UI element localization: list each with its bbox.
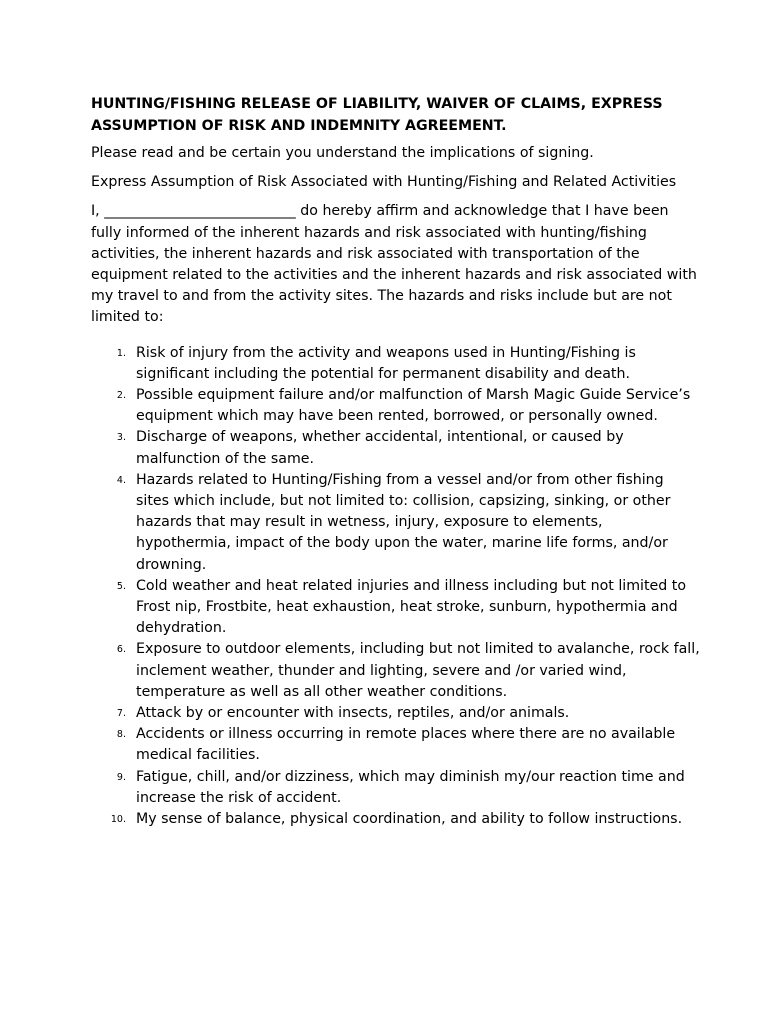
risk-text: My sense of balance, physical coordination, and ability to follow instructions.: [136, 811, 683, 828]
risk-text: Accidents or illness occurring in remote places where there are no available medical facilities.: [136, 726, 676, 764]
risk-item: [91, 427, 700, 469]
risk-item: [91, 470, 700, 576]
risk-number: 1.: [116, 347, 126, 359]
risk-item: [91, 343, 700, 385]
risk-item: [91, 724, 700, 766]
risk-number: 9.: [116, 771, 126, 783]
risk-number: 4.: [116, 474, 126, 486]
risk-text: Discharge of weapons, whether accidental, intentional, or caused by malfunction of the same.: [136, 429, 624, 467]
risk-text: Cold weather and heat related injuries and illness including but not limited to Frost nip, Frostbite, heat exhaustion, heat stroke, sunburn, hypothermia and dehydration.: [136, 577, 687, 637]
risk-list: [91, 343, 700, 831]
risk-number: 2.: [116, 390, 126, 402]
section-heading: Express Assumption of Risk Associated with Hunting/Fishing and Related Activities: [91, 174, 677, 191]
document-title: HUNTING/FISHING RELEASE OF LIABILITY, WAIVER OF CLAIMS, EXPRESS ASSUMPTION OF RISK AND INDEMNITY AGREEMENT.: [91, 96, 663, 134]
risk-item: [91, 385, 700, 427]
risk-text: Attack by or encounter with insects, reptiles, and/or animals.: [136, 705, 570, 722]
risk-text: Exposure to outdoor elements, including but not limited to avalanche, rock fall, inclement weather, thunder and lighting, severe and /or varied wind, temperature as well as all other weather conditions.: [136, 641, 700, 700]
risk-text: Hazards related to Hunting/Fishing from a vessel and/or from other fishing sites which include, but not limited to: collision, capsizing, sinking, or other hazards that may result in wetness, injury, exposure to elements, hypothermia, impact of the body upon the water, marine life forms, and/or drowning.: [136, 471, 671, 573]
risk-number: 8.: [116, 729, 126, 741]
risk-text: Possible equipment failure and/or malfunction of Marsh Magic Guide Service’s equipment which may have been rented, borrowed, or personally owned.: [136, 387, 691, 425]
risk-text: Fatigue, chill, and/or dizziness, which may diminish my/our reaction time and increase the risk of accident.: [136, 768, 685, 806]
risk-number: 10.: [110, 814, 126, 826]
signing-instruction: Please read and be certain you understand the implications of signing.: [91, 145, 594, 161]
risk-item: [91, 576, 700, 640]
risk-item: [91, 639, 700, 703]
risk-text: Risk of injury from the activity and weapons used in Hunting/Fishing is significant including the potential for permanent disability and death.: [136, 344, 636, 382]
risk-item: [91, 703, 700, 724]
risk-number: 7.: [116, 708, 126, 720]
affirmation-paragraph: I, ___________________________ do hereby affirm and acknowledge that I have been fully informed of the inherent hazards and risk associated with hunting/fishing activities, the inherent hazards and risk associated with transportation of the equipment related to the activities and the inherent hazards and risk associated with my travel to and from the activity sites. The hazards and risks include but are not limited to:: [91, 203, 697, 326]
risk-item: [91, 767, 700, 809]
risk-number: 3.: [116, 432, 126, 444]
risk-item: [91, 809, 700, 830]
risk-number: 6.: [116, 644, 126, 656]
risk-number: 5.: [116, 580, 126, 592]
